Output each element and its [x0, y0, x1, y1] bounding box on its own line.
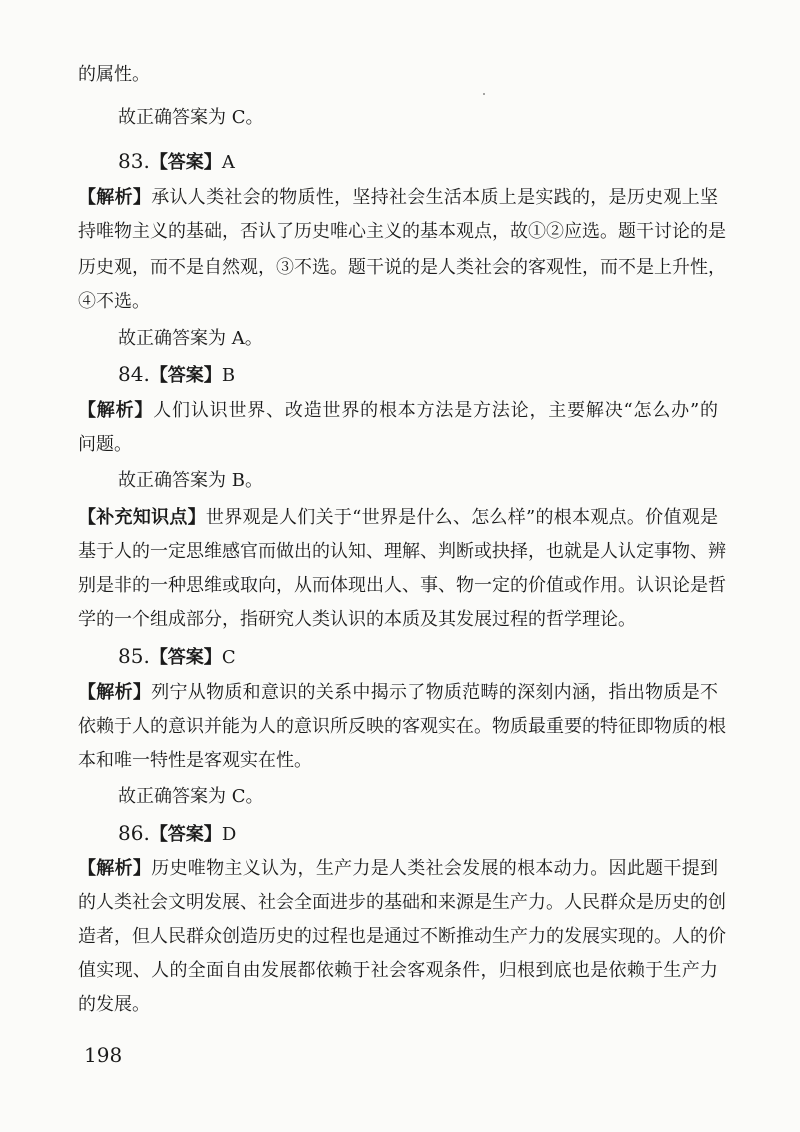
- analysis-text: 人们认识世界、改造世界的根本方法是方法论，主要解决“怎么办”的: [153, 400, 718, 421]
- text-line: 持唯物主义的基础，否认了历史唯心主义的基本观点，故①②应选。题干讨论的是: [78, 221, 726, 242]
- analysis-line: [78, 398, 718, 424]
- text-line: ④不选。: [78, 291, 150, 312]
- scan-speck: [483, 93, 485, 95]
- answer-statement: 故正确答案为 B。: [118, 470, 263, 491]
- analysis-tag: 【解析】: [78, 400, 154, 421]
- analysis-line: [78, 185, 718, 211]
- text-line: 基于人的一定思维感官而做出的认知、理解、判断或抉择，也就是人认定事物、辨: [78, 541, 726, 562]
- supplement-text: 世界观是人们关于“世界是什么、怎么样”的根本观点。价值观是: [205, 507, 718, 528]
- analysis-line: [78, 856, 718, 882]
- answer-tag: 【答案】: [149, 824, 222, 845]
- question-number: 84.: [118, 362, 150, 386]
- answer-statement: 故正确答案为 C。: [118, 107, 264, 128]
- question-number: 83.: [118, 149, 150, 173]
- question-number: 85.: [118, 644, 150, 668]
- text-line: 历史观，而不是自然观，③不选。题干说的是人类社会的客观性，而不是上升性，: [78, 257, 726, 278]
- text-line: 问题。: [78, 434, 132, 455]
- text-line: 造者，但人民群众创造历史的过程也是通过不断推动生产力的发展实现的。人的价: [78, 926, 726, 947]
- answer-heading-85: [118, 643, 758, 671]
- answer-tag: 【答案】: [149, 152, 222, 173]
- text-line: 值实现、人的全面自由发展都依赖于社会客观条件，归根到底也是依赖于生产力: [78, 960, 718, 981]
- analysis-text: 承认人类社会的物质性，坚持社会生活本质上是实践的，是历史观上坚: [151, 187, 719, 208]
- text-line: 的人类社会文明发展、社会全面进步的基础和来源是生产力。人民群众是历史的创: [78, 892, 726, 913]
- supplement-tag: 【补充知识点】: [78, 507, 206, 528]
- text-line: 的属性。: [78, 64, 150, 85]
- answer-tag: 【答案】: [149, 365, 222, 386]
- answer-heading-84: [118, 361, 758, 389]
- analysis-tag: 【解析】: [78, 682, 152, 703]
- answer-tag: 【答案】: [149, 647, 222, 668]
- answer-value: D: [221, 824, 237, 845]
- text-line: 本和唯一特性是客观实在性。: [78, 750, 312, 771]
- analysis-tag: 【解析】: [78, 858, 152, 879]
- text-line: 依赖于人的意识并能为人的意识所反映的客观实在。物质最重要的特征即物质的根: [78, 716, 726, 737]
- text-line: 学的一个组成部分，指研究人类认识的本质及其发展过程的哲学理论。: [78, 609, 636, 630]
- answer-value: B: [221, 365, 236, 386]
- answer-value: A: [221, 152, 235, 173]
- analysis-text: 历史唯物主义认为，生产力是人类社会发展的根本动力。因此题干提到: [151, 858, 719, 879]
- answer-heading-86: [118, 820, 758, 848]
- page-number: 198: [84, 1043, 123, 1067]
- analysis-line: [78, 680, 718, 706]
- text-line: 别是非的一种思维或取向，从而体现出人、事、物一定的价值或作用。认识论是哲: [78, 575, 726, 596]
- analysis-tag: 【解析】: [78, 187, 152, 208]
- supplement-line: [78, 505, 718, 531]
- answer-statement: 故正确答案为 A。: [118, 328, 263, 349]
- analysis-text: 列宁从物质和意识的关系中揭示了物质范畴的深刻内涵，指出物质是不: [151, 682, 719, 703]
- answer-statement: 故正确答案为 C。: [118, 786, 264, 807]
- text-line: 的发展。: [78, 994, 150, 1015]
- answer-value: C: [221, 647, 236, 668]
- question-number: 86.: [118, 821, 150, 845]
- answer-heading-83: [118, 148, 758, 176]
